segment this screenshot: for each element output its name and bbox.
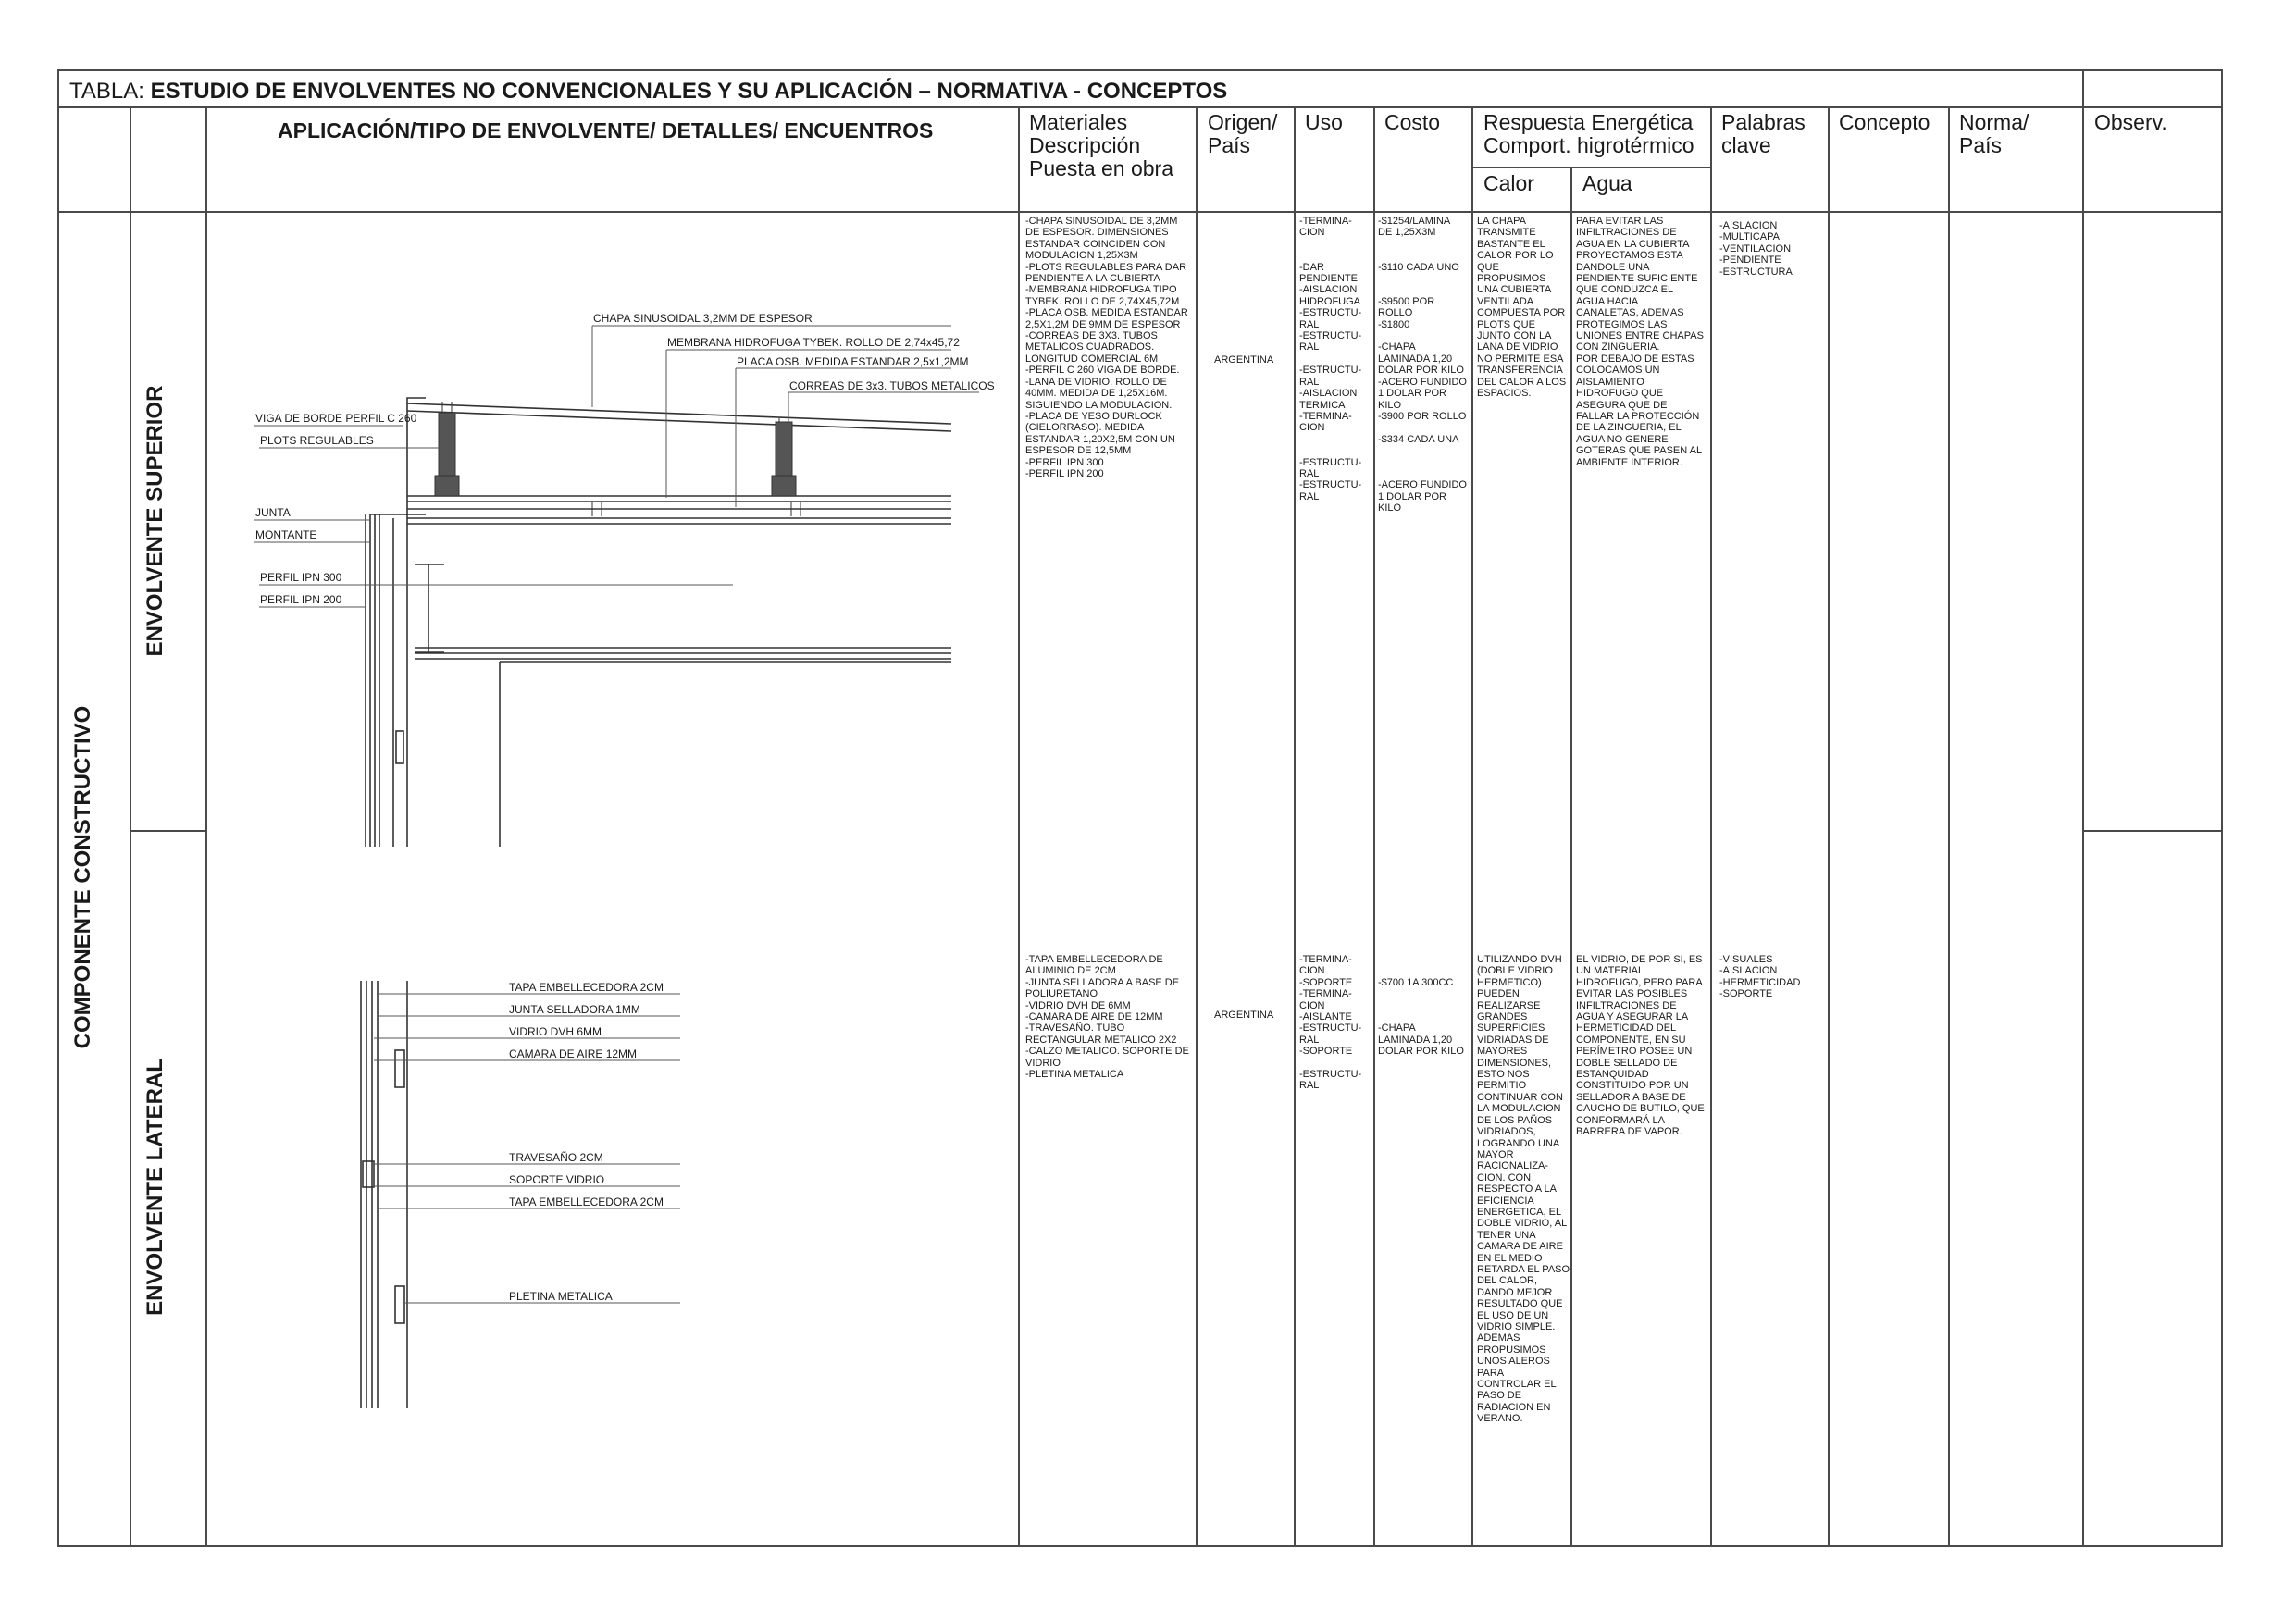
label-junta-selladora: JUNTA SELLADORA 1MM [509,1003,640,1016]
title-main: ESTUDIO DE ENVOLVENTES NO CONVENCIONALES Y SU APLICACIÓN – NORMATIVA - CONCEPTOS [150,79,1228,104]
header-origin: Origen/ País [1208,110,1278,157]
component-label: COMPONENTE CONSTRUCTIVO [70,705,95,1049]
upper-cost: -$1254/LAMINA DE 1,25X3M -$110 CADA UNO -$9500 POR ROLLO -$1800 -CHAPA LAMINADA 1,20 DOLAR POR KILO -ACERO FUNDIDO 1 DOLAR POR KILO -$900 POR ROLLO -$334 CADA UNA -ACERO FUNDIDO 1 DOLAR POR KILO [1378,216,1467,514]
lateral-water: EL VIDRIO, DE POR SI, ES UN MATERIAL HIDROFUGO, PERO PARA EVITAR LAS POSIBLES INFILTRACIONES DE AGUA Y ASEGURAR LA HERMETICIDAD DEL COMPONENTE, EN SU PERÍMETRO POSEE UN DOBLE SELLADO DE ESTANQUIDAD CONSTITUIDO POR UN SELLADOR A BASE DE CAUCHO DE BUTILO, QUE CONFORMARÁ LA BARRERA DE VAPOR. [1576,954,1705,1138]
label-plots: PLOTS REGULABLES [260,434,374,447]
upper-heat: LA CHAPA TRANSMITE BASTANTE EL CALOR POR LO QUE PROPUSIMOS UNA CUBIERTA VENTILADA COMPUESTA POR PLOTS QUE JUNTO CON LA LANA DE VIDRIO NO PERMITE ESA TRANSFERENCIA DEL CALOR A LOS ESPACIOS. [1477,216,1567,400]
lateral-use: -TERMINA- CION -SOPORTE -TERMINA- CION -AISLANTE -ESTRUCTU- RAL -SOPORTE -ESTRUCTU- RAL [1299,954,1362,1092]
label-soporte: SOPORTE VIDRIO [509,1173,605,1186]
upper-keywords: -AISLACION -MULTICAPA -VENTILACION -PENDIENTE -ESTRUCTURA [1719,220,1793,278]
header-heat: Calor [1483,171,1534,195]
label-travesano: TRAVESAÑO 2CM [509,1151,603,1164]
label-placa: PLACA OSB. MEDIDA ESTANDAR 2,5x1,2MM [737,355,969,368]
header-concept: Concepto [1839,110,1930,134]
upper-envelope-label: ENVOLVENTE SUPERIOR [143,385,168,657]
lateral-envelope-label: ENVOLVENTE LATERAL [143,1059,168,1316]
upper-origin: ARGENTINA [1214,354,1274,365]
label-chapa: CHAPA SINUSOIDAL 3,2MM DE ESPESOR [593,312,813,325]
lateral-origin: ARGENTINA [1214,1010,1274,1021]
lateral-materials: -TAPA EMBELLECEDORA DE ALUMINIO DE 2CM -JUNTA SELLADORA A BASE DE POLIURETANO -VIDRIO DVH DE 6MM -CAMARA DE AIRE DE 12MM -TRAVESAÑO. TUBO RECTANGULAR METALICO 2X2 -CALZO METALICO. SOPORTE DE VIDRIO -PLETINA METALICA [1025,954,1189,1081]
upper-use: -TERMINA- CION -DAR PENDIENTE -AISLACION HIDROFUGA -ESTRUCTU- RAL -ESTRUCTU- RAL -ESTRUCTU- RAL -AISLACION TERMICA -TERMINA- CION -ESTRUCTU- RAL -ESTRUCTU- RAL [1299,216,1362,502]
label-ipn300: PERFIL IPN 300 [260,571,342,584]
label-montante: MONTANTE [255,528,317,541]
header-obs: Observ. [2094,110,2167,134]
header-application: APLICACIÓN/TIPO DE ENVOLVENTE/ DETALLES/ ENCUENTROS [278,118,934,142]
label-ipn200: PERFIL IPN 200 [260,593,342,606]
label-tapa1: TAPA EMBELLECEDORA 2CM [509,981,664,994]
upper-materials: -CHAPA SINUSOIDAL DE 3,2MM DE ESPESOR. DIMENSIONES ESTANDAR COINCIDEN CON MODULACION 1,25X3M -PLOTS REGULABLES PARA DAR PENDIENTE A LA CUBIERTA -MEMBRANA HIDROFUGA TIPO TYBEK. ROLLO DE 2,74X45,72M -PLACA OSB. MEDIDA ESTANDAR 2,5X1,2M DE 9MM DE ESPESOR -CORREAS DE 3X3. TUBOS METALICOS CUADRADOS. LONGITUD COMERCIAL 6M -PERFIL C 260 VIGA DE BORDE. -LANA DE VIDRIO. ROLLO DE 40MM. MEDIDA DE 1,25X16M. SIGUIENDO LA MODULACION. -PLACA DE YESO DURLOCK (CIELORRASO). MEDIDA ESTANDAR 1,20X2,5M CON UN ESPESOR DE 12,5MM -PERFIL IPN 300 -PERFIL IPN 200 [1025,216,1188,479]
lateral-cost: -$700 1A 300CC -CHAPA LAMINADA 1,20 DOLAR POR KILO [1378,976,1464,1058]
header-keywords: Palabras clave [1721,110,1806,157]
label-vidrio: VIDRIO DVH 6MM [509,1025,602,1038]
lateral-heat: UTILIZANDO DVH (DOBLE VIDRIO HERMETICO) PUEDEN REALIZARSE GRANDES SUPERFICIES VIDRIADAS DE MAYORES DIMENSIONES, ESTO NOS PERMITIO CONTINUAR CON LA MODULACION DE LOS PAÑOS VIDRIADOS, LOGRANDO UNA MAYOR RACIONALIZA- CION. CON RESPECTO A LA EFICIENCIA ENERGETICA, EL DOBLE VIDRIO, AL TENER UNA CAMARA DE AIRE EN EL MEDIO RETARDA EL PASO DEL CALOR, DANDO MEJOR RESULTADO QUE EL USO DE UN VIDRIO SIMPLE. ADEMAS PROPUSIMOS UNOS ALEROS PARA CONTROLAR EL PASO DE RADIACION EN VERANO. [1477,954,1570,1425]
header-energy: Respuesta Energética Comport. higrotérmico [1483,110,1694,157]
label-junta: JUNTA [255,506,291,519]
label-camara: CAMARA DE AIRE 12MM [509,1047,638,1060]
lateral-keywords: -VISUALES -AISLACION -HERMETICIDAD -SOPORTE [1719,954,1801,1000]
header-cost: Costo [1384,110,1441,134]
label-pletina: PLETINA METALICA [509,1290,613,1303]
header-use: Uso [1305,110,1343,134]
header-water: Agua [1582,171,1632,195]
label-viga: VIGA DE BORDE PERFIL C 260 [255,412,417,425]
label-correas: CORREAS DE 3x3. TUBOS METALICOS [789,379,995,392]
header-materials: Materiales Descripción Puesta en obra [1029,110,1174,180]
label-membrana: MEMBRANA HIDROFUGA TYBEK. ROLLO DE 2,74x45,72 [667,336,960,349]
title-prefix: TABLA: [69,79,151,104]
header-norm: Norma/ País [1959,110,2029,157]
label-tapa2: TAPA EMBELLECEDORA 2CM [509,1196,664,1208]
upper-water: PARA EVITAR LAS INFILTRACIONES DE AGUA EN LA CUBIERTA PROYECTAMOS ESTA DANDOLE UNA PENDIENTE SUFICIENTE QUE CONDUZCA EL AGUA HACIA CANALETAS, ADEMAS PROTEGIMOS LAS UNIONES ENTRE CHAPAS CON ZINGUERIA. POR DEBAJO DE ESTAS COLOCAMOS UN AISLAMIENTO HIDROFUGO QUE ASEGURA QUE DE FALLAR LA PROTECCIÓN DE LA ZINGUERIA, EL AGUA NO GENERE GOTERAS QUE PASEN AL AMBIENTE INTERIOR. [1576,216,1704,468]
